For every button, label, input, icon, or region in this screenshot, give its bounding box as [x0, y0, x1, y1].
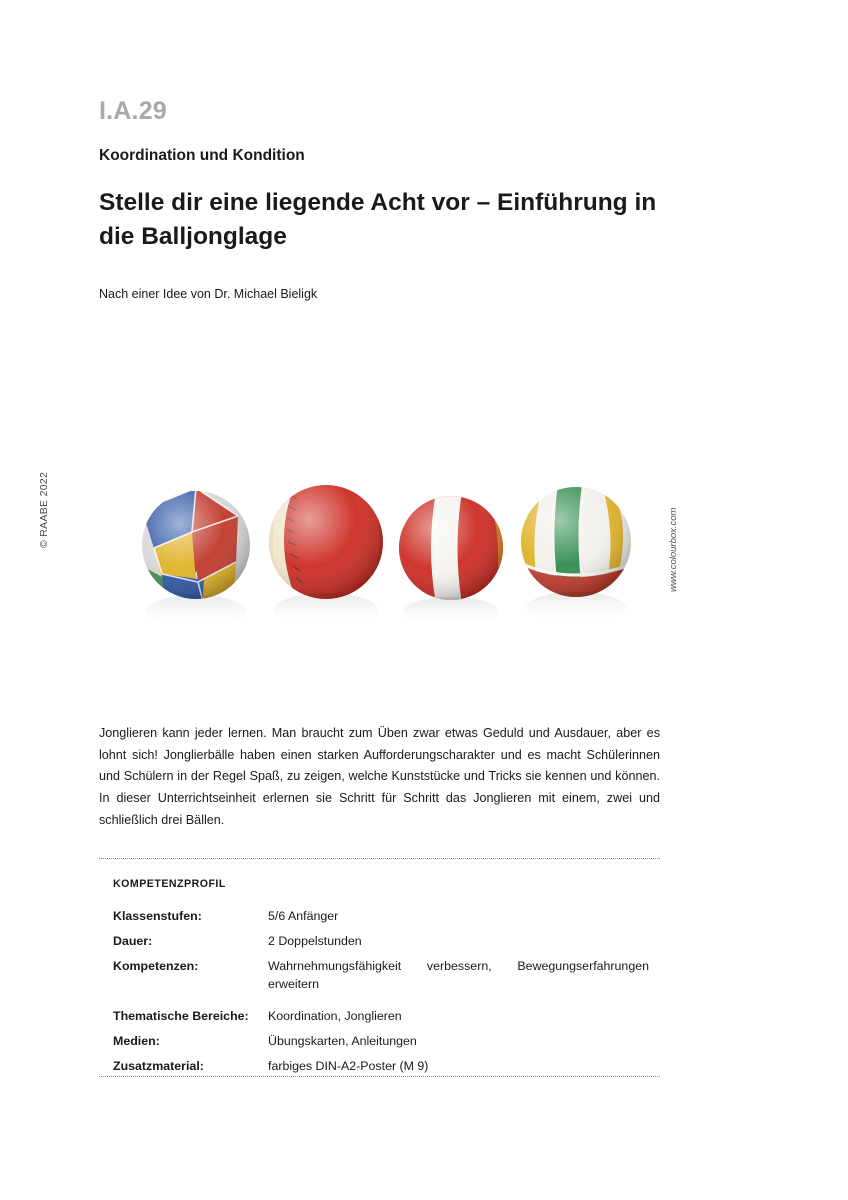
- profile-label: Zusatzmaterial:: [113, 1058, 204, 1073]
- profile-value: Übungskarten, Anleitungen: [268, 1033, 417, 1048]
- table-row: [113, 908, 649, 933]
- copyright-notice: © RAABE 2022: [38, 471, 50, 548]
- page-title: Stelle dir eine liegende Acht vor – Einführung in die Balljonglage: [99, 189, 657, 250]
- profile-value: farbiges DIN-A2-Poster (M 9): [268, 1058, 429, 1073]
- table-row: [113, 1008, 649, 1033]
- profile-value: 2 Doppelstunden: [268, 933, 362, 948]
- competence-profile-heading: KOMPETENZPROFIL: [113, 878, 226, 890]
- competence-profile-table: [113, 908, 649, 1083]
- divider-bottom: [99, 1076, 660, 1077]
- profile-label: Dauer:: [113, 933, 153, 948]
- profile-label: Klassenstufen:: [113, 909, 202, 923]
- profile-label: Medien:: [113, 1033, 160, 1048]
- table-row: [113, 933, 649, 958]
- profile-label: Thematische Bereiche:: [113, 1008, 249, 1023]
- profile-value: Wahrnehmungsfähigkeit verbessern, Bewegungserfahrungen erweitern: [268, 958, 649, 991]
- byline: Nach einer Idee von Dr. Michael Bieligk: [99, 287, 318, 301]
- subject-line: Koordination und Kondition: [99, 147, 305, 164]
- profile-label: Kompetenzen:: [113, 958, 199, 973]
- table-row: [113, 1058, 649, 1083]
- profile-value: 5/6 Anfänger: [268, 909, 339, 923]
- intro-paragraph: Jonglieren kann jeder lernen. Man braucht zum Üben zwar etwas Geduld und Ausdauer, aber es lohnt sich! Jonglierbälle haben einen starken Aufforderungscharakter und es macht Schülerinnen und Schülern in der Regel Spaß, zu zeigen, welche Kunststücke und Tricks sie kennen und können. In dieser Unterrichtseinheit erlernen sie Schritt für Schritt das Jonglieren mit einem, zwei und schließlich drei Bällen.: [99, 726, 660, 827]
- image-credit: www.colourbox.com: [668, 507, 679, 592]
- juggling-balls-photo: [118, 470, 678, 670]
- table-row: [113, 1033, 649, 1058]
- unit-code: I.A.29: [99, 97, 167, 125]
- table-row: [113, 958, 649, 1008]
- divider-top: [99, 858, 660, 859]
- profile-value: Koordination, Jonglieren: [268, 1008, 402, 1023]
